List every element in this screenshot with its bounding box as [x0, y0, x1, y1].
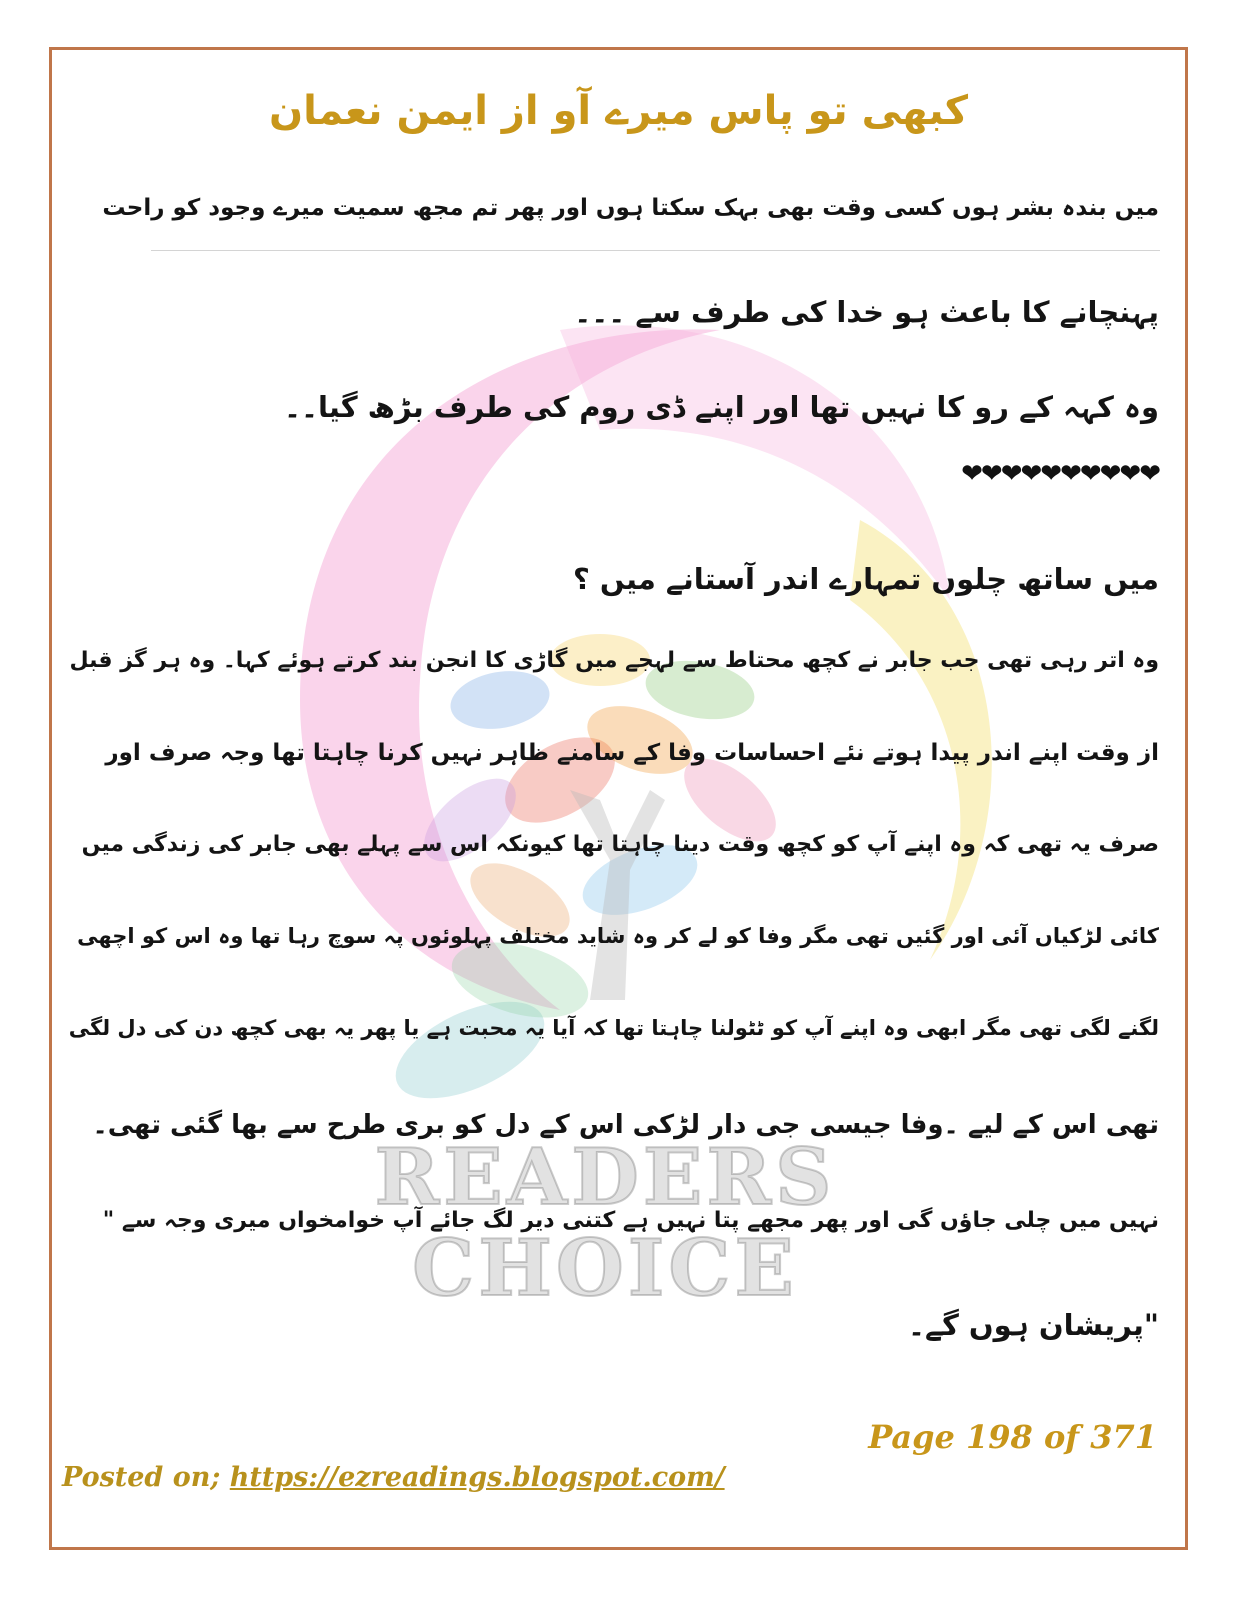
- text-line-2: پہنچانے کا باعث ہو خدا کی طرف سے ۔۔۔: [574, 295, 1159, 329]
- page-number: Page 198 of 371: [868, 1418, 1157, 1456]
- posted-on-label: Posted on;: [62, 1462, 221, 1493]
- text-line-6: از وقت اپنے اندر پیدا ہوتے نئے احساسات وفا کے سامنے ظاہر نہیں کرنا چاہتا تھا وجہ صرف اور: [105, 740, 1159, 766]
- text-line-11: نہیں میں چلی جاؤں گی اور پھر مجھے پتا نہیں ہے کتنی دیر لگ جائے آپ خوامخواں میری وجہ سے ": [102, 1208, 1159, 1233]
- text-line-12: "پریشان ہوں گے۔: [907, 1308, 1159, 1342]
- text-line-10: تھی اس کے لیے ۔وفا جیسی جی دار لڑکی اس کے دل کو بری طرح سے بھا گئی تھی۔: [92, 1110, 1159, 1140]
- text-line-1: میں بندہ بشر ہوں کسی وقت بھی بہک سکتا ہوں اور پھر تم مجھ سمیت میرے وجود کو راحت: [102, 195, 1159, 221]
- text-line-5: وہ اتر رہی تھی جب جابر نے کچھ محتاط سے لہجے میں گاڑی کا انجن بند کرتے ہوئے کہا۔ وہ ہر گز قبل: [69, 648, 1159, 673]
- posted-on: [62, 1462, 725, 1493]
- text-line-9: لگنے لگی تھی مگر ابھی وہ اپنے آپ کو ٹٹولنا چاہتا تھا کہ آیا یہ محبت ہے یا پھر یہ بھی کچھ دن کی دل لگی: [68, 1016, 1159, 1040]
- page-title: کبھی تو پاس میرے آو از ایمن نعمان: [268, 88, 969, 134]
- text-line-7: صرف یہ تھی کہ وہ اپنے آپ کو کچھ وقت دینا چاہتا تھا کیونکہ اس سے پہلے بھی جابر کی زندگی میں: [81, 832, 1159, 857]
- blog-link[interactable]: https://ezreadings.blogspot.com/: [229, 1462, 725, 1493]
- text-line-3: وہ کہہ کے رو کا نہیں تھا اور اپنے ڈی روم کی طرف بڑھ گیا۔۔: [283, 390, 1159, 424]
- heart-separator: ❤❤❤❤❤❤❤❤❤❤: [961, 459, 1159, 489]
- divider: [151, 250, 1160, 251]
- watermark-text: READERS CHOICE: [374, 1132, 836, 1314]
- text-line-4: میں ساتھ چلوں تمہارے اندر آستانے میں ؟: [572, 562, 1159, 596]
- text-line-8: کائی لڑکیاں آئی اور گئیں تھی مگر وفا کو لے کر وہ شاید مختلف پہلوئوں پہ سوچ رہا تھا وہ اس کو اچھی: [77, 924, 1159, 948]
